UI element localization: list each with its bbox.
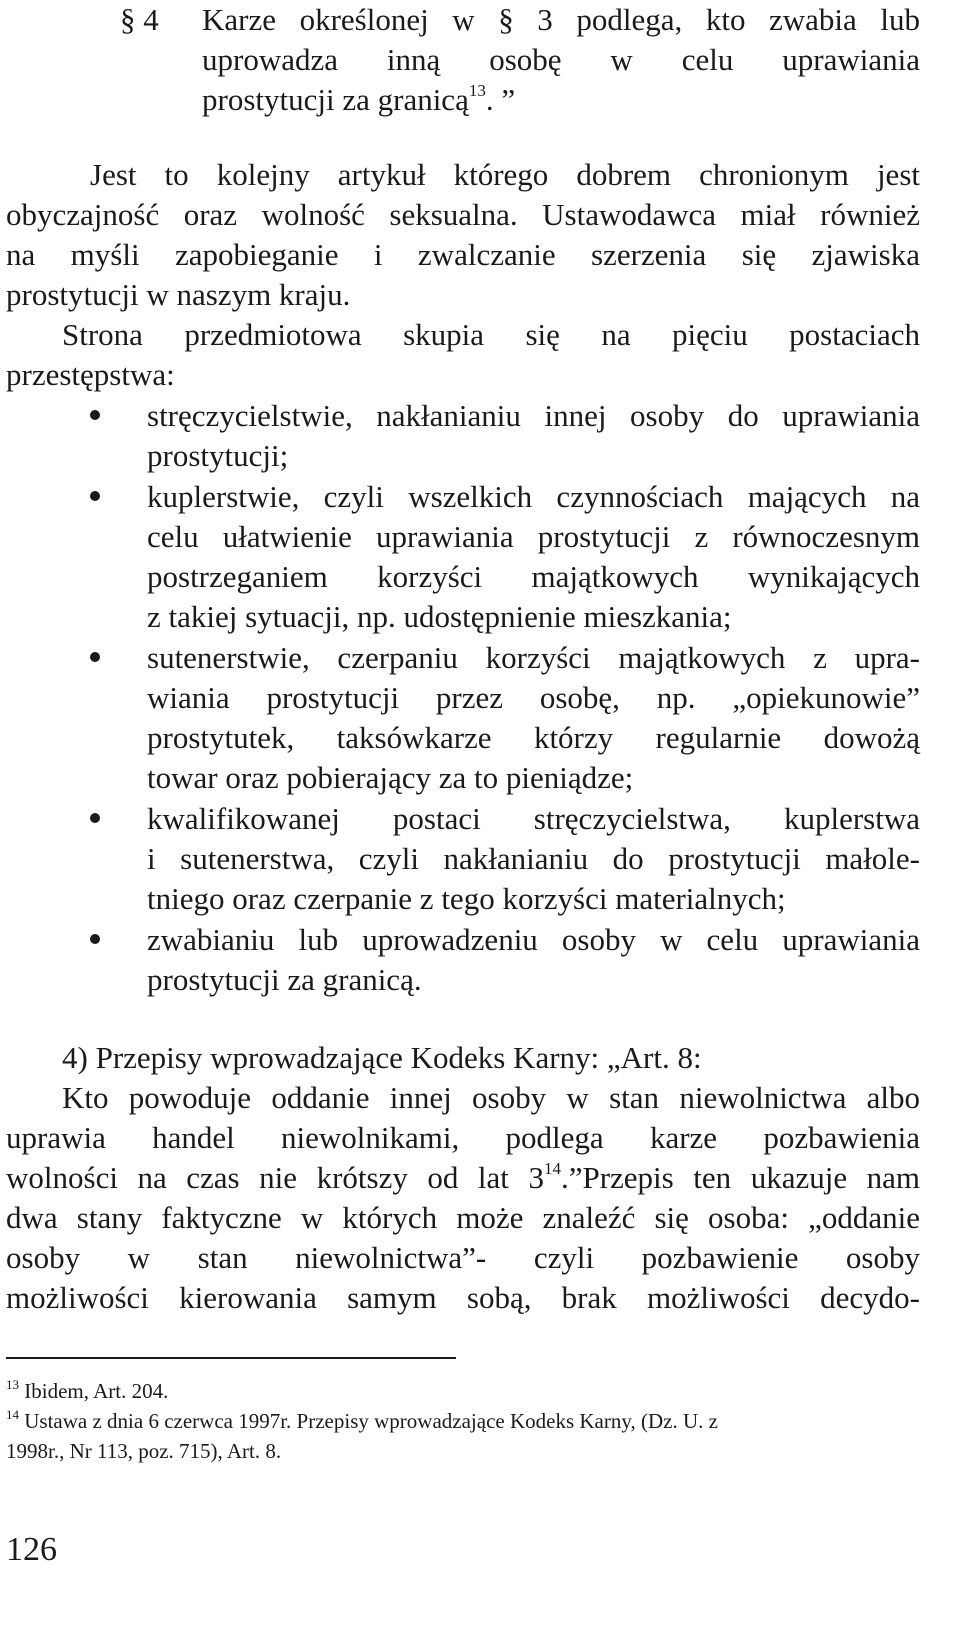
body-line: uprawia handel niewolnikami, podlega karze pozbawienia: [6, 1120, 920, 1155]
list-item-line: i sutenerstwa, czyli nakłanianiu do prostytucji małole-: [147, 841, 920, 876]
bullet-icon: [90, 813, 100, 823]
quote-line: uprowadza inną osobę w celu uprawiania: [202, 42, 920, 77]
list-item-line: z takiej sytuacji, np. udostępnienie mieszkania;: [147, 599, 732, 634]
list-item-line: prostytucji za granicą.: [147, 962, 422, 997]
list-item-line: zwabianiu lub uprowadzeniu osoby w celu uprawiania: [147, 922, 920, 957]
paragraph-marker: § 4: [120, 2, 159, 37]
list-item-line: sutenerstwie, czerpaniu korzyści majątkowych z upra-: [147, 640, 920, 675]
body-line: przestępstwa:: [6, 357, 175, 392]
body-line: obyczajność oraz wolność seksualna. Ustawodawca miał również: [6, 197, 920, 232]
list-item-line: stręczycielstwie, nakłanianiu innej osoby do uprawiania: [147, 398, 920, 433]
footnote-ref-13: 13: [468, 81, 486, 100]
list-item-line: prostytutek, taksówkarze którzy regularnie dowożą: [147, 720, 920, 755]
body-line: Jest to kolejny artykuł którego dobrem chronionym jest: [90, 157, 920, 192]
body-text: .”Przepis ten ukazuje nam: [560, 1160, 921, 1195]
list-item-line: celu ułatwienie uprawiania prostytucji z równoczesnym: [147, 519, 920, 554]
body-line: osoby w stan niewolnictwa”- czyli pozbawienie osoby: [6, 1240, 920, 1275]
list-item-line: tniego oraz czerpanie z tego korzyści materialnych;: [147, 881, 786, 916]
quote-end: . ”: [485, 82, 516, 117]
footnote-text: Ustawa z dnia 6 czerwca 1997r. Przepisy wprowadzające Kodeks Karny, (Dz. U. z: [24, 1409, 718, 1433]
body-line: prostytucji w naszym kraju.: [6, 277, 351, 312]
page-number: 126: [6, 1531, 57, 1568]
list-item-line: kwalifikowanej postaci stręczycielstwa, kuplerstwa: [147, 801, 920, 836]
bullet-icon: [90, 652, 100, 662]
body-line: możliwości kierowania samym sobą, brak możliwości decydo-: [6, 1280, 920, 1315]
footnote-ref-14: 14: [543, 1159, 561, 1178]
footnote-continuation: 1998r., Nr 113, poz. 715), Art. 8.: [6, 1439, 282, 1463]
body-text: wolności na czas nie krótszy od lat 3: [6, 1160, 544, 1195]
footnote-number: 14: [6, 1407, 19, 1422]
bullet-icon: [90, 410, 100, 420]
body-line: dwa stany faktyczne w których może znaleźć się osoba: „oddanie: [6, 1200, 920, 1235]
quote-line: [202, 80, 515, 125]
footnote: [6, 1406, 718, 1439]
footnote-number: 13: [6, 1377, 19, 1392]
list-item-line: postrzeganiem korzyści majątkowych wynikających: [147, 559, 920, 594]
body-line: [6, 1158, 920, 1203]
body-line: Kto powoduje oddanie innej osoby w stan niewolnictwa albo: [62, 1080, 920, 1115]
section-heading: 4) Przepisy wprowadzające Kodeks Karny: „Art. 8:: [62, 1040, 702, 1075]
footnote: [6, 1376, 168, 1409]
footnote-text: Ibidem, Art. 204.: [24, 1379, 169, 1403]
footnote-separator: [6, 1357, 456, 1359]
list-item-line: wiania prostytucji przez osobę, np. „opiekunowie”: [147, 680, 920, 715]
body-line: na myśli zapobieganie i zwalczanie szerzenia się zjawiska: [6, 237, 920, 272]
bullet-icon: [90, 491, 100, 501]
list-item-line: towar oraz pobierający za to pieniądze;: [147, 760, 634, 795]
body-line: Strona przedmiotowa skupia się na pięciu postaciach: [62, 317, 920, 352]
bullet-icon: [90, 934, 100, 944]
list-item-line: prostytucji;: [147, 438, 289, 473]
list-item-line: kuplerstwie, czyli wszelkich czynnościach mających na: [147, 479, 920, 514]
quote-text: prostytucji za granicą: [202, 82, 469, 117]
quote-line: Karze określonej w § 3 podlega, kto zwabia lub: [202, 2, 920, 37]
